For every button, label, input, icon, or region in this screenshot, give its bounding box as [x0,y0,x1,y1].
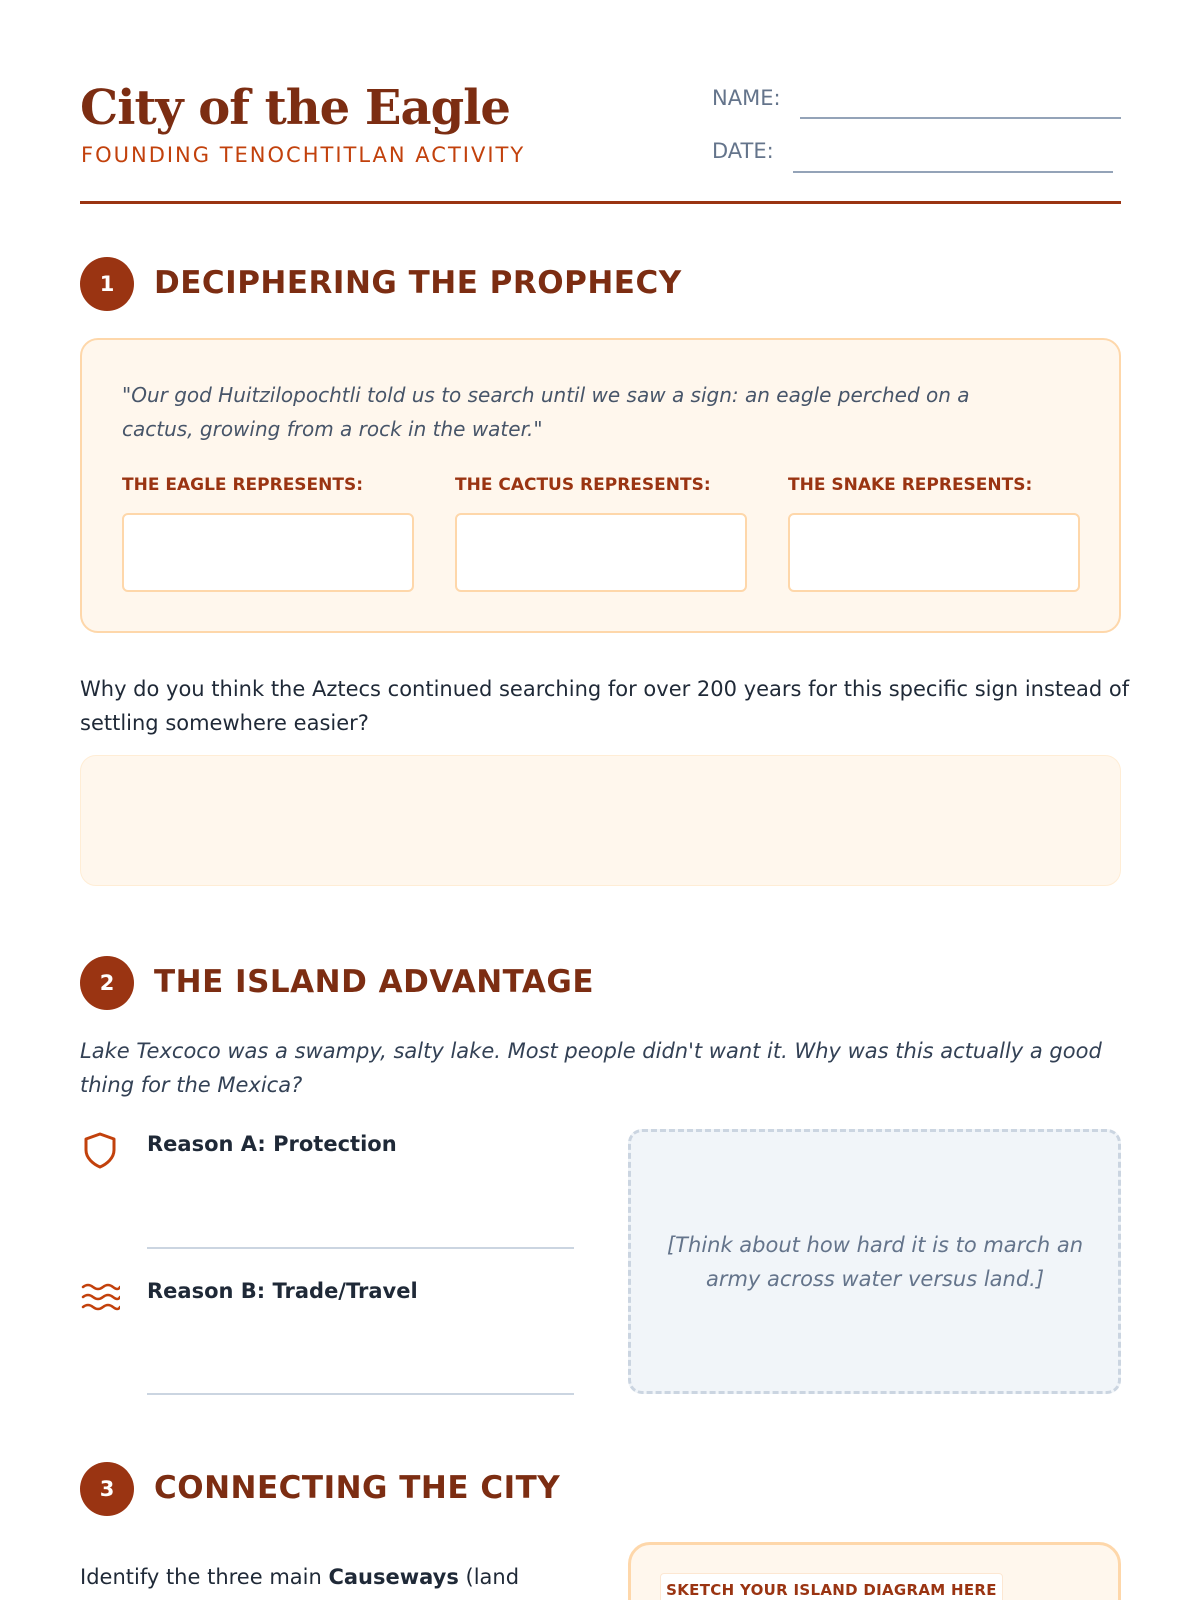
name-label: NAME: [712,86,781,110]
eagle-label: THE EAGLE REPRESENTS: [122,475,364,495]
cactus-answer-box[interactable] [455,513,747,592]
section-number-badge: 1 [80,257,134,311]
snake-answer-box[interactable] [788,513,1080,592]
page-title: City of the Eagle [80,80,510,136]
hint-text: [Think about how hard it is to march an army across water versus land.] [666,1233,1084,1291]
section-title: DECIPHERING THE PROPHECY [154,265,682,301]
reason-a-label: Reason A: Protection [147,1132,397,1156]
section-title: THE ISLAND ADVANTAGE [154,964,595,1000]
sketch-label: SKETCH YOUR ISLAND DIAGRAM HERE [660,1573,1003,1600]
eagle-answer-box[interactable] [122,513,414,592]
shield-icon [80,1130,120,1170]
reason-b-label: Reason B: Trade/Travel [147,1279,418,1303]
date-field[interactable] [793,171,1113,173]
cactus-label: THE CACTUS REPRESENTS: [455,475,711,495]
section-number-badge: 2 [80,956,134,1010]
lake-prompt: Lake Texcoco was a swampy, salty lake. Most people didn't want it. Why was this actually a good thing for the Mexica? [80,1039,1102,1097]
header-divider [80,201,1121,204]
snake-label: THE SNAKE REPRESENTS: [788,475,1033,495]
section-title: CONNECTING THE CITY [154,1470,561,1506]
section-number-badge: 3 [80,1462,134,1516]
prophecy-quote: "Our god Huitzilopochtli told us to search until we saw a sign: an eagle perched on a cactus, growing from a rock in the water." [122,383,970,441]
causeways-prompt: Identify the three main Causeways (land [80,1565,520,1589]
reason-a-answer-line[interactable] [147,1247,574,1249]
date-label: DATE: [712,139,774,163]
waves-icon [80,1278,120,1318]
search-question: Why do you think the Aztecs continued searching for over 200 years for this specific sign instead of settling somewhere easier? [80,677,1130,735]
page-subtitle: FOUNDING TENOCHTITLAN ACTIVITY [81,143,526,167]
search-answer-box[interactable] [80,755,1121,886]
reason-b-answer-line[interactable] [147,1393,574,1395]
name-field[interactable] [800,117,1121,119]
